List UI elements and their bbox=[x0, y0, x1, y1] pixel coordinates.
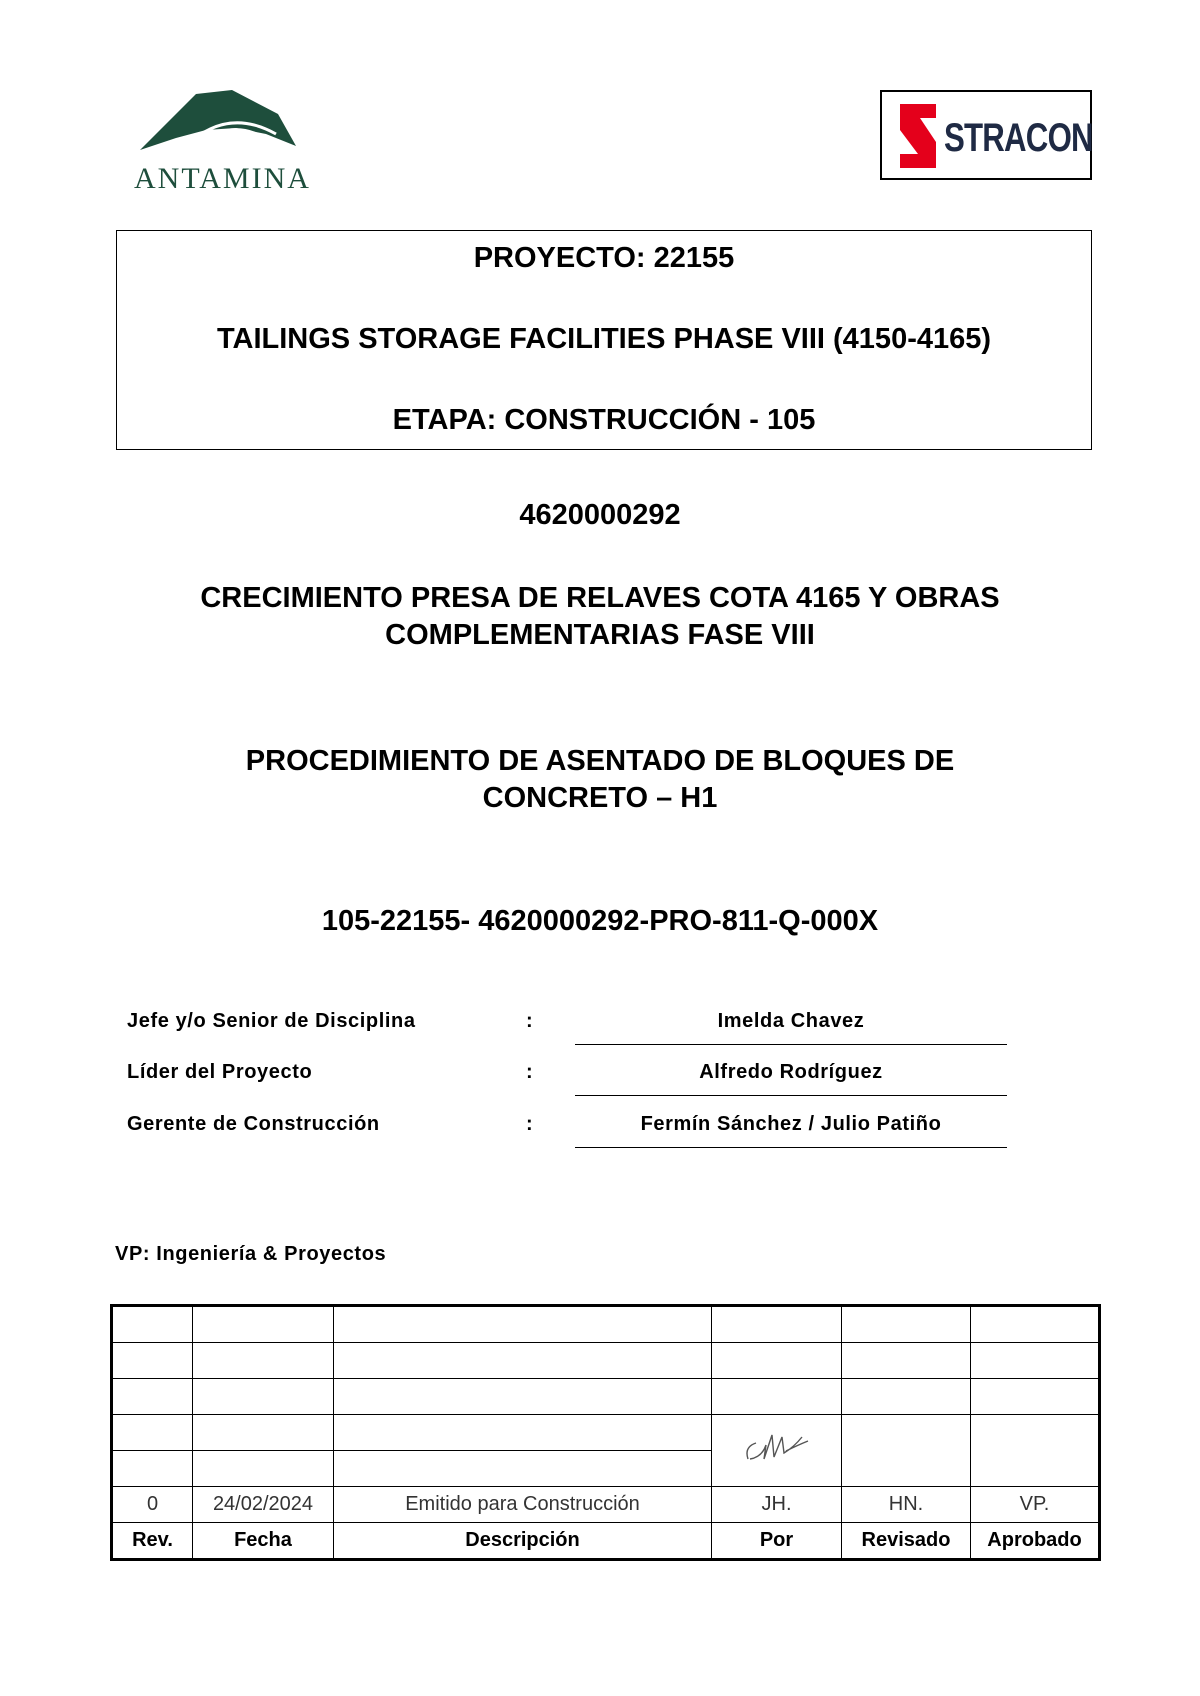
header-date: Fecha bbox=[193, 1523, 334, 1560]
responsible-row bbox=[0, 1047, 1200, 1097]
table-cell bbox=[334, 1306, 712, 1343]
work-title-line-1: CRECIMIENTO PRESA DE RELAVES COTA 4165 Y OBRAS bbox=[200, 582, 1000, 614]
header-reviewed: Revisado bbox=[842, 1523, 971, 1560]
responsible-label: Líder del Proyecto bbox=[127, 1061, 313, 1083]
responsible-row bbox=[0, 1099, 1200, 1149]
table-cell bbox=[112, 1451, 193, 1487]
responsible-label: Gerente de Construcción bbox=[127, 1113, 380, 1135]
responsible-name: Alfredo Rodríguez bbox=[699, 1061, 883, 1083]
header-description: Descripción bbox=[334, 1523, 712, 1560]
signature-cell bbox=[712, 1415, 842, 1487]
rev-number-cell: 0 bbox=[112, 1487, 193, 1523]
responsible-name: Imelda Chavez bbox=[717, 1010, 865, 1032]
table-cell bbox=[842, 1343, 971, 1379]
table-cell bbox=[971, 1415, 1100, 1487]
project-stage: ETAPA: CONSTRUCCIÓN - 105 bbox=[392, 404, 816, 436]
table-cell bbox=[971, 1306, 1100, 1343]
header-approved: Aprobado bbox=[971, 1523, 1100, 1560]
vp-label: VP: Ingeniería & Proyectos bbox=[115, 1243, 387, 1265]
table-cell bbox=[112, 1415, 193, 1451]
table-cell bbox=[334, 1343, 712, 1379]
table-cell bbox=[193, 1451, 334, 1487]
table-row bbox=[112, 1379, 1100, 1415]
table-cell bbox=[971, 1343, 1100, 1379]
stracon-logo bbox=[880, 90, 1092, 180]
table-cell bbox=[193, 1343, 334, 1379]
responsible-colon: : bbox=[526, 1010, 533, 1032]
table-cell bbox=[193, 1306, 334, 1343]
antamina-wordmark: ANTAMINA bbox=[134, 162, 311, 195]
work-title bbox=[100, 580, 1100, 654]
signature-line bbox=[575, 1044, 1007, 1045]
table-cell bbox=[712, 1343, 842, 1379]
stracon-s-icon bbox=[896, 102, 940, 170]
table-cell bbox=[193, 1379, 334, 1415]
responsible-label: Jefe y/o Senior de Disciplina bbox=[127, 1010, 416, 1032]
procedure-title-line-2: CONCRETO – H1 bbox=[482, 782, 718, 814]
table-cell bbox=[334, 1379, 712, 1415]
table-row bbox=[112, 1487, 1100, 1523]
date-cell: 24/02/2024 bbox=[193, 1487, 334, 1523]
header-rev: Rev. bbox=[112, 1523, 193, 1560]
table-row bbox=[112, 1306, 1100, 1343]
table-cell bbox=[842, 1306, 971, 1343]
revision-table bbox=[110, 1304, 1101, 1561]
table-cell bbox=[193, 1415, 334, 1451]
table-row bbox=[112, 1415, 1100, 1451]
header-by: Por bbox=[712, 1523, 842, 1560]
table-cell bbox=[112, 1343, 193, 1379]
antamina-mountain-icon bbox=[136, 88, 298, 160]
table-cell bbox=[712, 1306, 842, 1343]
antamina-logo bbox=[134, 88, 311, 198]
responsible-name: Fermín Sánchez / Julio Patiño bbox=[640, 1113, 942, 1135]
table-cell bbox=[112, 1306, 193, 1343]
contract-number: 4620000292 bbox=[519, 499, 681, 531]
table-cell bbox=[712, 1379, 842, 1415]
table-header-row bbox=[112, 1523, 1100, 1560]
responsible-colon: : bbox=[526, 1113, 533, 1135]
table-cell bbox=[112, 1379, 193, 1415]
table-row bbox=[112, 1343, 1100, 1379]
responsible-colon: : bbox=[526, 1061, 533, 1083]
description-cell: Emitido para Construcción bbox=[334, 1487, 712, 1523]
procedure-title bbox=[100, 743, 1100, 817]
table-cell bbox=[971, 1379, 1100, 1415]
table-cell bbox=[842, 1379, 971, 1415]
table-cell bbox=[334, 1451, 712, 1487]
document-code: 105-22155- 4620000292-PRO-811-Q-000X bbox=[321, 905, 879, 937]
project-name: TAILINGS STORAGE FACILITIES PHASE VIII (4150-4165) bbox=[216, 323, 992, 355]
table-cell bbox=[334, 1415, 712, 1451]
project-number: PROYECTO: 22155 bbox=[473, 242, 735, 274]
work-title-line-2: COMPLEMENTARIAS FASE VIII bbox=[385, 619, 815, 651]
procedure-title-line-1: PROCEDIMIENTO DE ASENTADO DE BLOQUES DE bbox=[245, 745, 955, 777]
stracon-wordmark: STRACON bbox=[944, 116, 1093, 160]
approved-cell: VP. bbox=[971, 1487, 1100, 1523]
project-header-box bbox=[116, 230, 1092, 450]
table-cell bbox=[842, 1415, 971, 1487]
signature-line bbox=[575, 1095, 1007, 1096]
signature-line bbox=[575, 1147, 1007, 1148]
handwritten-signature-icon bbox=[742, 1423, 812, 1469]
by-cell: JH. bbox=[712, 1487, 842, 1523]
reviewed-cell: HN. bbox=[842, 1487, 971, 1523]
responsible-row bbox=[0, 996, 1200, 1046]
